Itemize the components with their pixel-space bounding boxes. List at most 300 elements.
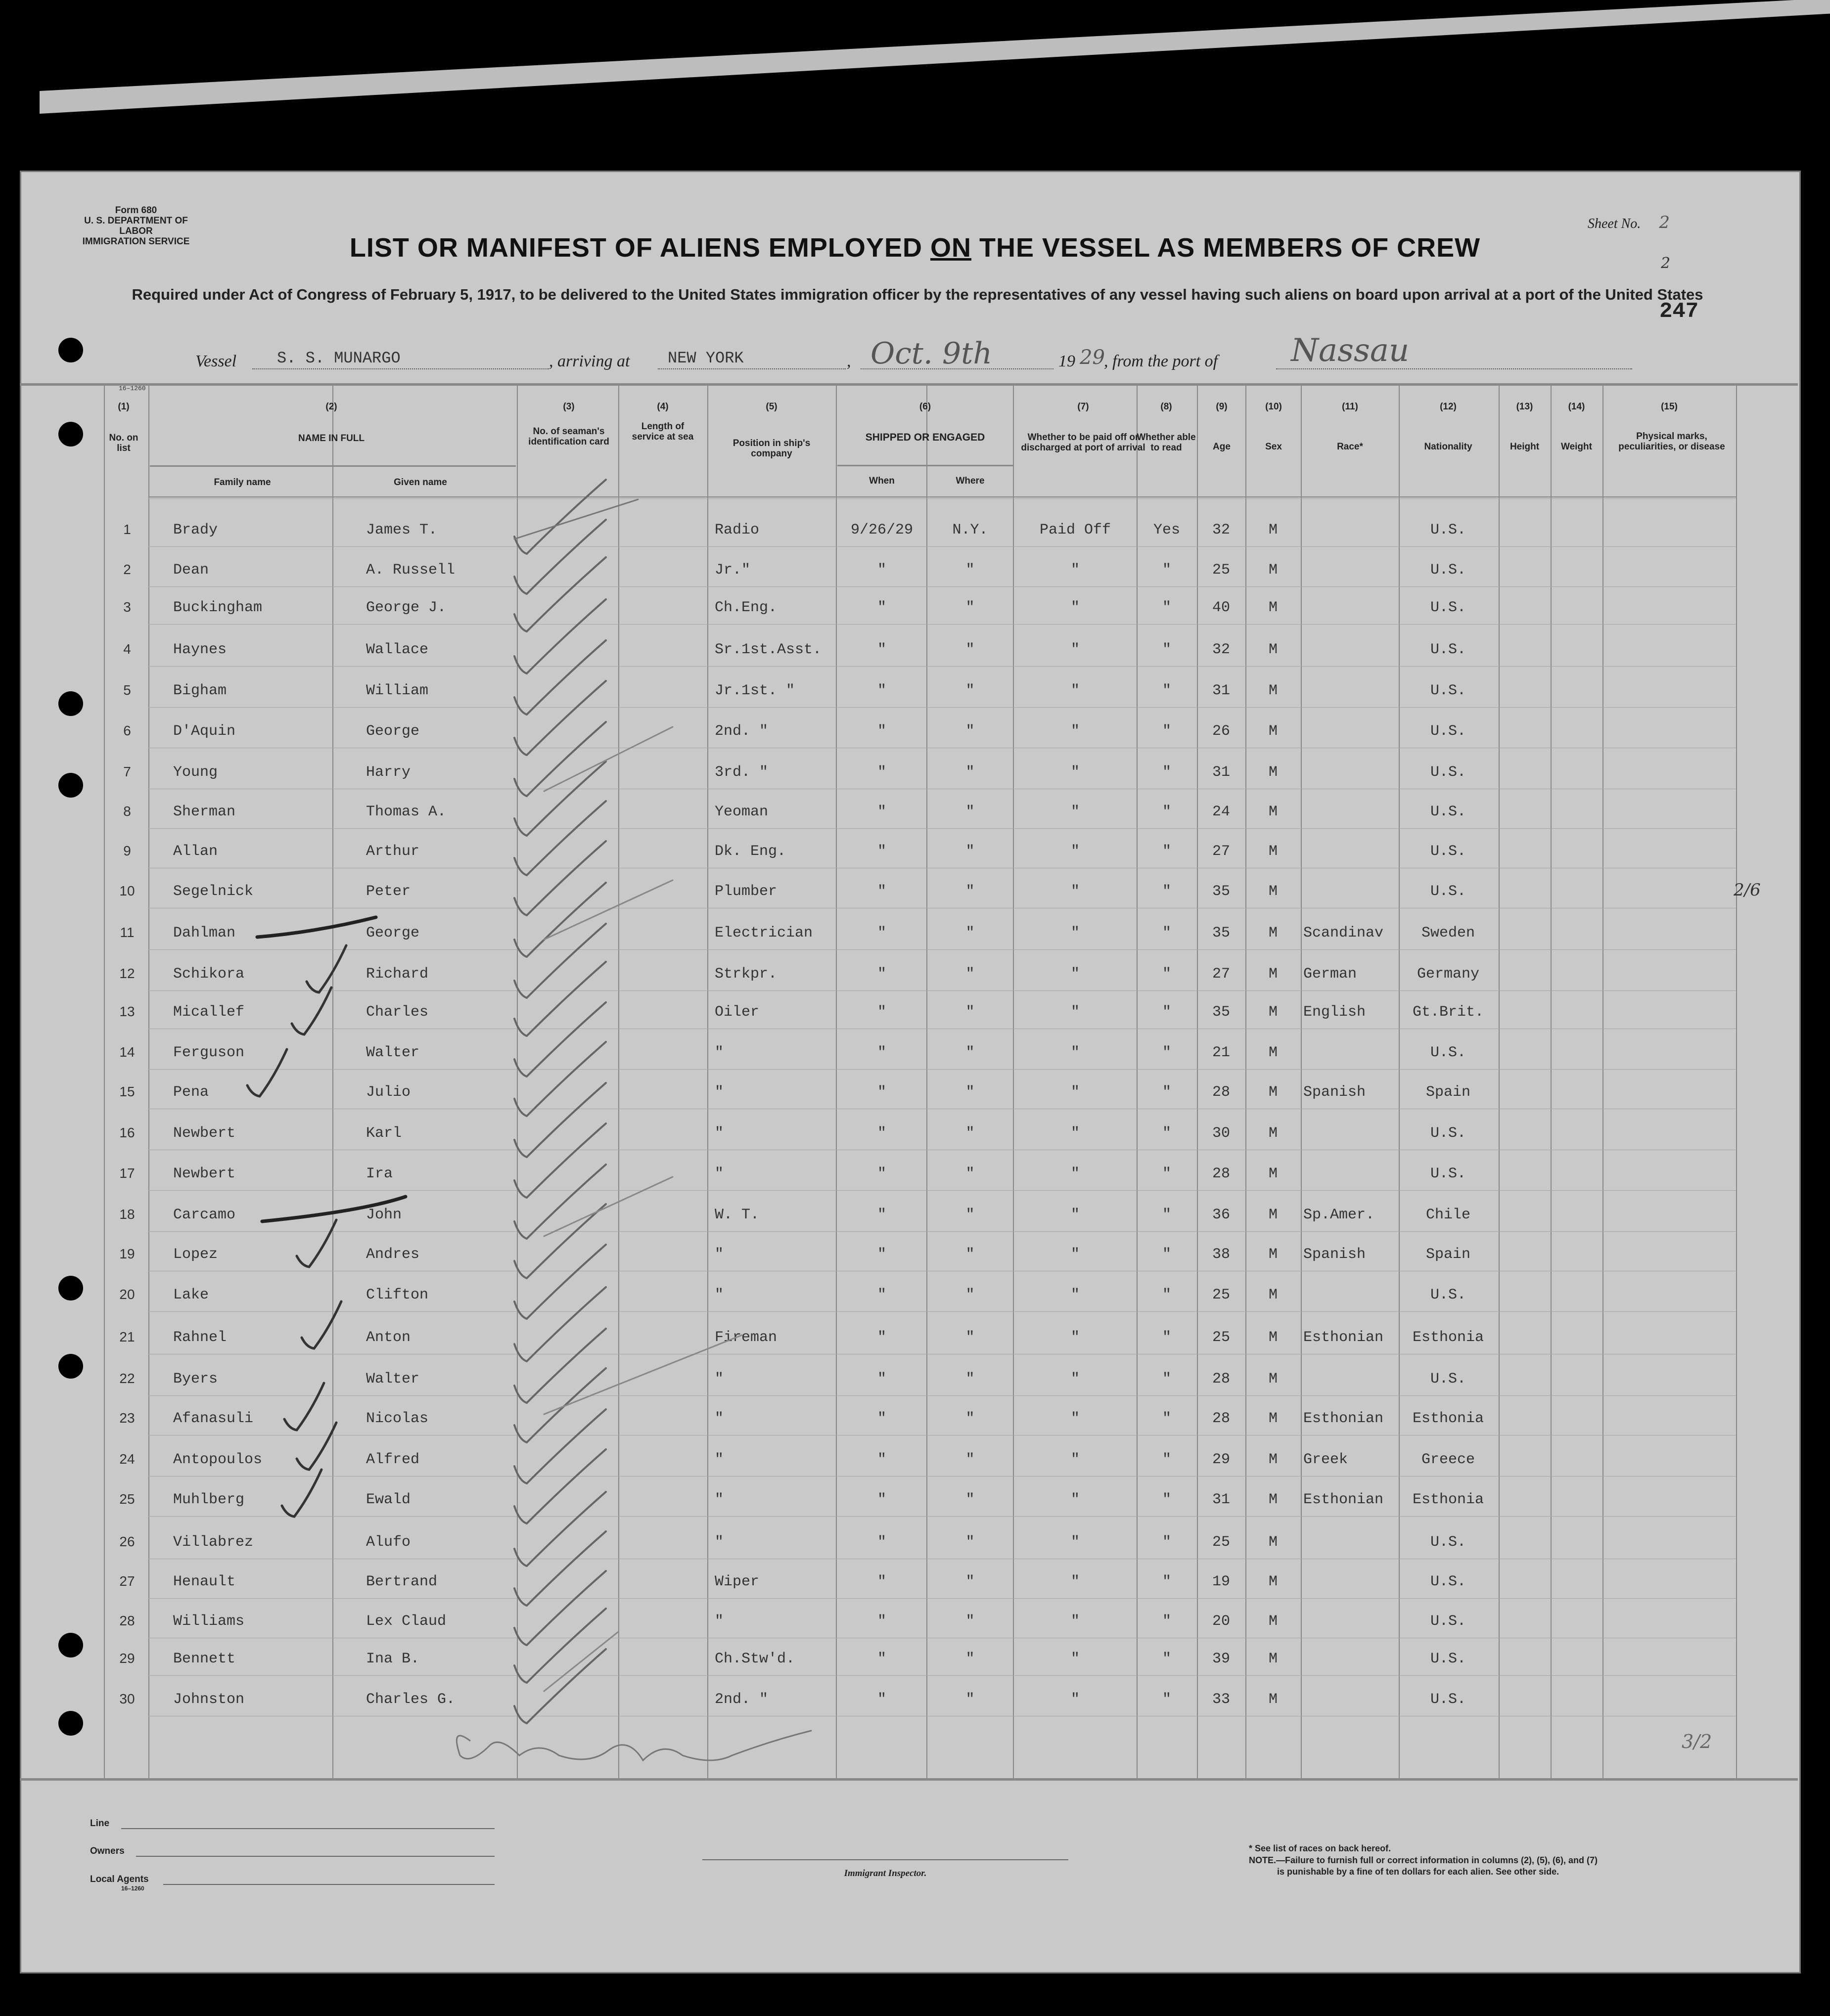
footer-form-code: 16–1260 xyxy=(121,1885,144,1892)
cell-nat: U.S. xyxy=(1430,1371,1466,1388)
col-num-5: (5) xyxy=(766,402,778,412)
pencil-stroke xyxy=(544,1335,742,1414)
cell-given: George xyxy=(366,925,420,941)
cell-where: " xyxy=(965,1573,975,1590)
cell-read: " xyxy=(1162,1613,1171,1630)
cell-family: Henault xyxy=(173,1573,236,1590)
cell-where: " xyxy=(965,1084,975,1101)
comma: , xyxy=(847,352,851,370)
cell-position: W. T. xyxy=(715,1207,760,1223)
cell-where: " xyxy=(965,1451,975,1468)
cell-nat: U.S. xyxy=(1430,562,1466,579)
cell-when: " xyxy=(877,804,886,820)
cell-age: 40 xyxy=(1212,599,1230,616)
pencil-stroke xyxy=(514,1449,606,1523)
pencil-stroke xyxy=(514,1368,606,1442)
cell-given: Karl xyxy=(366,1125,402,1142)
cell-no: 4 xyxy=(123,641,131,657)
cell-nat: U.S. xyxy=(1430,641,1466,658)
cell-where: " xyxy=(965,1691,975,1708)
cell-paid: " xyxy=(1070,925,1080,941)
cell-nat: U.S. xyxy=(1430,723,1466,740)
pencil-stroke xyxy=(302,1301,341,1348)
pencil-stroke xyxy=(514,640,606,715)
cell-age: 26 xyxy=(1212,723,1230,740)
cell-family: Haynes xyxy=(173,641,227,658)
cell-when: " xyxy=(877,1691,886,1708)
footer-note-races: * See list of races on back hereof. xyxy=(1249,1843,1391,1853)
col-num-15: (15) xyxy=(1661,402,1678,412)
cell-position: Sr.1st.Asst. xyxy=(715,641,822,658)
cell-paid: " xyxy=(1070,1691,1080,1708)
cell-family: Bigham xyxy=(173,682,227,699)
cell-when: " xyxy=(877,682,886,699)
cell-given: Anton xyxy=(366,1329,411,1346)
pencil-stroke xyxy=(257,917,376,937)
cell-where: " xyxy=(965,682,975,699)
cell-age: 20 xyxy=(1212,1613,1230,1630)
cell-age: 28 xyxy=(1212,1165,1230,1182)
col-header-given: Given name xyxy=(394,477,447,488)
pencil-stroke xyxy=(514,1492,606,1566)
cell-read: " xyxy=(1162,1084,1171,1101)
cell-sex: M xyxy=(1268,1044,1278,1061)
cell-given: Julio xyxy=(366,1084,411,1101)
cell-read: " xyxy=(1162,1246,1171,1263)
cell-given: George xyxy=(366,723,420,740)
cell-paid: " xyxy=(1070,1287,1080,1303)
arrival-port: NEW YORK xyxy=(668,349,744,367)
cell-given: Thomas A. xyxy=(366,804,447,820)
cell-family: Segelnick xyxy=(173,883,254,900)
cell-family: Villabrez xyxy=(173,1534,254,1551)
margin-mark: 2/6 xyxy=(1734,880,1761,900)
header-code: 16–1260 xyxy=(119,385,146,392)
col-num-1: (1) xyxy=(118,402,130,412)
col-header-where: Where xyxy=(956,476,985,486)
cell-given: Arthur xyxy=(366,843,420,860)
cell-family: Buckingham xyxy=(173,599,263,616)
col-header-name: NAME IN FULL xyxy=(298,433,365,444)
cell-nat: Esthonia xyxy=(1412,1410,1484,1427)
col-header-age: Age xyxy=(1213,442,1231,452)
cell-when: " xyxy=(877,1084,886,1101)
cell-age: 35 xyxy=(1212,1004,1230,1021)
cell-where: " xyxy=(965,1165,975,1182)
cell-position: " xyxy=(715,1613,724,1630)
col-header-physical: Physical marks, peculiarities, or disease xyxy=(1618,431,1725,452)
cell-given: Ina B. xyxy=(366,1651,420,1667)
cell-no: 22 xyxy=(119,1371,135,1386)
cell-given: Alfred xyxy=(366,1451,420,1468)
cell-paid: " xyxy=(1070,843,1080,860)
cell-no: 10 xyxy=(119,883,135,898)
cell-read: " xyxy=(1162,1691,1171,1708)
cell-paid: " xyxy=(1070,1125,1080,1142)
pencil-stroke xyxy=(307,945,346,992)
cell-where: " xyxy=(965,1125,975,1142)
cell-position: " xyxy=(715,1491,724,1508)
cell-nat: U.S. xyxy=(1430,1691,1466,1708)
cell-nat: U.S. xyxy=(1430,843,1466,860)
cell-no: 12 xyxy=(119,966,135,981)
cell-nat: Sweden xyxy=(1421,925,1475,941)
cell-race: Sp.Amer. xyxy=(1303,1207,1375,1223)
cell-read: " xyxy=(1162,1371,1171,1388)
col-num-9: (9) xyxy=(1216,402,1228,412)
cell-age: 36 xyxy=(1212,1207,1230,1223)
cell-position: Strkpr. xyxy=(715,966,778,983)
col-header-read: Whether able to read xyxy=(1137,432,1196,453)
stamp-number: 247 xyxy=(1659,299,1699,324)
title-part: LIST OR MANIFEST OF ALIENS EMPLOYED xyxy=(349,233,930,263)
cell-age: 33 xyxy=(1212,1691,1230,1708)
cell-family: Ferguson xyxy=(173,1044,245,1061)
cell-paid: " xyxy=(1070,1207,1080,1223)
cell-sex: M xyxy=(1268,1651,1278,1667)
cell-position: Dk. Eng. xyxy=(715,843,786,860)
cell-sex: M xyxy=(1268,1410,1278,1427)
cell-read: " xyxy=(1162,966,1171,983)
cell-nat: Spain xyxy=(1425,1084,1470,1101)
pencil-stroke xyxy=(514,801,606,875)
cell-no: 26 xyxy=(119,1534,135,1549)
cell-no: 11 xyxy=(120,925,135,940)
cell-paid: " xyxy=(1070,1491,1080,1508)
col-header-race: Race* xyxy=(1337,442,1363,452)
pencil-stroke xyxy=(514,520,606,594)
cell-family: Byers xyxy=(173,1371,218,1388)
cell-position: " xyxy=(715,1410,724,1427)
cell-race: German xyxy=(1303,966,1357,983)
cell-no: 14 xyxy=(119,1044,135,1060)
cell-no: 29 xyxy=(119,1651,135,1666)
cell-no: 23 xyxy=(119,1410,135,1426)
cell-family: Afanasuli xyxy=(173,1410,254,1427)
pencil-stroke xyxy=(514,1287,606,1361)
cell-nat: U.S. xyxy=(1430,764,1466,781)
cell-age: 25 xyxy=(1212,1287,1230,1303)
pencil-stroke xyxy=(297,1423,336,1470)
cell-read: " xyxy=(1162,1410,1171,1427)
cell-race: Spanish xyxy=(1303,1084,1366,1101)
pencil-stroke xyxy=(514,480,606,554)
pencil-stroke xyxy=(514,681,606,755)
cell-when: " xyxy=(877,1044,886,1061)
cell-family: Young xyxy=(173,764,218,781)
cell-position: " xyxy=(715,1371,724,1388)
pencil-stroke xyxy=(457,1731,811,1760)
cell-given: Peter xyxy=(366,883,411,900)
cell-age: 29 xyxy=(1212,1451,1230,1468)
from-label: , from the port of xyxy=(1104,352,1218,370)
cell-nat: U.S. xyxy=(1430,1044,1466,1061)
cell-read: " xyxy=(1162,599,1171,616)
col-header-nationality: Nationality xyxy=(1424,442,1472,452)
cell-position: 2nd. " xyxy=(715,723,769,740)
cell-given: George J. xyxy=(366,599,447,616)
cell-nat: U.S. xyxy=(1430,522,1466,538)
title-part: THE VESSEL AS MEMBERS OF CREW xyxy=(971,233,1481,263)
cell-paid: " xyxy=(1070,1651,1080,1667)
cell-when: " xyxy=(877,1329,886,1346)
cell-age: 28 xyxy=(1212,1371,1230,1388)
cell-age: 25 xyxy=(1212,562,1230,579)
cell-nat: Spain xyxy=(1425,1246,1470,1263)
cell-age: 27 xyxy=(1212,843,1230,860)
cell-race: Greek xyxy=(1303,1451,1348,1468)
cell-paid: " xyxy=(1070,1573,1080,1590)
cell-where: " xyxy=(965,804,975,820)
cell-family: D'Aquin xyxy=(173,723,236,740)
cell-family: Micallef xyxy=(173,1004,245,1021)
cell-sex: M xyxy=(1268,1451,1278,1468)
cell-read: " xyxy=(1162,1451,1171,1468)
margin-mark-bottom: 3/2 xyxy=(1682,1731,1712,1752)
cell-nat: Germany xyxy=(1417,966,1480,983)
cell-race: Spanish xyxy=(1303,1246,1366,1263)
cell-sex: M xyxy=(1268,1491,1278,1508)
cell-no: 5 xyxy=(123,682,131,698)
cell-where: " xyxy=(965,1287,975,1303)
cell-nat: U.S. xyxy=(1430,883,1466,900)
cell-where: " xyxy=(965,562,975,579)
col-header-length: Length of service at sea xyxy=(632,421,694,442)
cell-position: Electrician xyxy=(715,925,813,941)
cell-family: Johnston xyxy=(173,1691,245,1708)
cell-family: Pena xyxy=(173,1084,209,1101)
pencil-stroke xyxy=(514,1002,606,1076)
col-header-weight: Weight xyxy=(1561,442,1592,452)
cell-age: 30 xyxy=(1212,1125,1230,1142)
cell-position: " xyxy=(715,1451,724,1468)
cell-where: " xyxy=(965,1491,975,1508)
cell-no: 15 xyxy=(119,1084,135,1099)
cell-no: 25 xyxy=(119,1491,135,1507)
cell-where: " xyxy=(965,1613,975,1630)
footer-note-penalty: NOTE.—Failure to furnish full or correct information in columns (2), (5), (6), and (7) xyxy=(1249,1855,1598,1865)
cell-paid: " xyxy=(1070,1165,1080,1182)
cell-paid: " xyxy=(1070,1410,1080,1427)
sheet-label: Sheet No. xyxy=(1588,216,1641,231)
cell-paid: " xyxy=(1070,562,1080,579)
cell-family: Lopez xyxy=(173,1246,218,1263)
cell-given: Charles G. xyxy=(366,1691,456,1708)
cell-when: " xyxy=(877,1410,886,1427)
cell-age: 31 xyxy=(1212,1491,1230,1508)
cell-paid: " xyxy=(1070,1371,1080,1388)
cell-sex: M xyxy=(1268,1534,1278,1551)
cell-no: 24 xyxy=(119,1451,135,1467)
arrival-year: 29 xyxy=(1080,346,1105,369)
pencil-stroke xyxy=(262,1197,406,1221)
cell-nat: Greece xyxy=(1421,1451,1475,1468)
cell-paid: " xyxy=(1070,883,1080,900)
cell-position: Wiper xyxy=(715,1573,760,1590)
cell-where: " xyxy=(965,883,975,900)
cell-nat: U.S. xyxy=(1430,1573,1466,1590)
cell-given: Charles xyxy=(366,1004,429,1021)
cell-read: " xyxy=(1162,883,1171,900)
cell-race: Scandinav xyxy=(1303,925,1384,941)
pencil-stroke xyxy=(514,1083,606,1157)
cell-age: 28 xyxy=(1212,1084,1230,1101)
footer-owners-label: Owners xyxy=(90,1846,125,1856)
cell-read: " xyxy=(1162,723,1171,740)
cell-no: 17 xyxy=(119,1165,135,1181)
cell-when: " xyxy=(877,1004,886,1021)
sheet-value-second: 2 xyxy=(1661,255,1671,272)
footer-line-label: Line xyxy=(90,1818,110,1829)
cell-when: " xyxy=(877,966,886,983)
cell-sex: M xyxy=(1268,1125,1278,1142)
cell-when: " xyxy=(877,723,886,740)
cell-age: 27 xyxy=(1212,966,1230,983)
cell-where: " xyxy=(965,641,975,658)
col-num-13: (13) xyxy=(1516,402,1533,412)
cell-when: " xyxy=(877,1207,886,1223)
pencil-stroke xyxy=(514,1042,606,1116)
cell-given: Harry xyxy=(366,764,411,781)
form-number: Form 680 xyxy=(115,205,157,216)
cell-where: " xyxy=(965,1371,975,1388)
cell-nat: U.S. xyxy=(1430,1287,1466,1303)
cell-family: Lake xyxy=(173,1287,209,1303)
cell-position: Ch.Eng. xyxy=(715,599,778,616)
cell-read: " xyxy=(1162,562,1171,579)
cell-family: Williams xyxy=(173,1613,245,1630)
cell-age: 39 xyxy=(1212,1651,1230,1667)
cell-when: " xyxy=(877,1287,886,1303)
cell-given: Ewald xyxy=(366,1491,411,1508)
col-header-height: Height xyxy=(1510,442,1540,452)
cell-age: 21 xyxy=(1212,1044,1230,1061)
cell-paid: Paid Off xyxy=(1039,522,1111,538)
cell-when: " xyxy=(877,1613,886,1630)
cell-given: James T. xyxy=(366,522,438,538)
cell-read: " xyxy=(1162,843,1171,860)
cell-position: Plumber xyxy=(715,883,778,900)
cell-nat: U.S. xyxy=(1430,1651,1466,1667)
cell-where: " xyxy=(965,599,975,616)
cell-no: 27 xyxy=(119,1573,135,1589)
cell-where: " xyxy=(965,1044,975,1061)
col-header-sex: Sex xyxy=(1265,442,1282,452)
cell-family: Newbert xyxy=(173,1165,236,1182)
cell-where: " xyxy=(965,1207,975,1223)
col-num-3: (3) xyxy=(563,402,575,412)
cell-family: Bennett xyxy=(173,1651,236,1667)
cell-sex: M xyxy=(1268,883,1278,900)
cell-sex: M xyxy=(1268,1613,1278,1630)
pencil-stroke xyxy=(514,1409,606,1483)
cell-age: 38 xyxy=(1212,1246,1230,1263)
cell-given: Wallace xyxy=(366,641,429,658)
cell-sex: M xyxy=(1268,1165,1278,1182)
cell-when: " xyxy=(877,1246,886,1263)
subtitle: Required under Act of Congress of February 5, 1917, to be delivered to the United States immigration officer by the representatives of any vessel having such aliens on board upon arrival at a port of the United States xyxy=(132,286,1703,303)
cell-position: 3rd. " xyxy=(715,764,769,781)
cell-nat: U.S. xyxy=(1430,804,1466,820)
col-header-family: Family name xyxy=(214,477,271,488)
cell-sex: M xyxy=(1268,1329,1278,1346)
pencil-stroke xyxy=(514,1165,606,1239)
cell-where: " xyxy=(965,1651,975,1667)
cell-family: Brady xyxy=(173,522,218,538)
col-num-7: (7) xyxy=(1077,402,1089,412)
cell-when: " xyxy=(877,843,886,860)
col-num-14: (14) xyxy=(1568,402,1585,412)
pencil-stroke xyxy=(514,1123,606,1198)
pencil-stroke xyxy=(514,924,606,998)
cell-position: Yeoman xyxy=(715,804,769,820)
cell-age: 31 xyxy=(1212,764,1230,781)
cell-no: 7 xyxy=(123,764,131,779)
cell-when: " xyxy=(877,1125,886,1142)
cell-no: 1 xyxy=(123,522,131,537)
col-header-no: No. on list xyxy=(109,433,138,453)
cell-position: Oiler xyxy=(715,1004,760,1021)
cell-where: " xyxy=(965,764,975,781)
pencil-stroke xyxy=(514,1571,606,1645)
cell-read: " xyxy=(1162,925,1171,941)
cell-paid: " xyxy=(1070,1329,1080,1346)
title-part-underlined: ON xyxy=(930,233,971,263)
cell-read: " xyxy=(1162,804,1171,820)
cell-sex: M xyxy=(1268,1084,1278,1101)
cell-family: Sherman xyxy=(173,804,236,820)
cell-given: Richard xyxy=(366,966,429,983)
cell-no: 21 xyxy=(119,1329,135,1344)
cell-sex: M xyxy=(1268,925,1278,941)
cell-given: Bertrand xyxy=(366,1573,438,1590)
pencil-stroke xyxy=(514,1245,606,1319)
cell-nat: U.S. xyxy=(1430,1613,1466,1630)
cell-age: 32 xyxy=(1212,641,1230,658)
cell-paid: " xyxy=(1070,804,1080,820)
cell-family: Newbert xyxy=(173,1125,236,1142)
cell-no: 19 xyxy=(119,1246,135,1261)
cell-nat: Gt.Brit. xyxy=(1412,1004,1484,1021)
pencil-stroke xyxy=(514,1531,606,1606)
cell-where: " xyxy=(965,1246,975,1263)
pencil-stroke xyxy=(544,880,673,940)
col-num-10: (10) xyxy=(1265,402,1282,412)
cell-family: Muhlberg xyxy=(173,1491,245,1508)
cell-paid: " xyxy=(1070,682,1080,699)
cell-when: " xyxy=(877,925,886,941)
cell-given: Ira xyxy=(366,1165,393,1182)
cell-when: " xyxy=(877,1534,886,1551)
cell-race: Esthonian xyxy=(1303,1329,1384,1346)
pencil-stroke xyxy=(544,1177,673,1236)
cell-age: 28 xyxy=(1212,1410,1230,1427)
pencil-stroke xyxy=(514,722,606,796)
pencil-stroke xyxy=(292,987,331,1034)
cell-where: N.Y. xyxy=(952,522,988,538)
cell-paid: " xyxy=(1070,1451,1080,1468)
cell-no: 16 xyxy=(119,1125,135,1140)
pencil-stroke xyxy=(284,1383,324,1430)
cell-sex: M xyxy=(1268,804,1278,820)
cell-when: " xyxy=(877,1491,886,1508)
cell-race: Esthonian xyxy=(1303,1410,1384,1427)
cell-given: William xyxy=(366,682,429,699)
cell-nat: U.S. xyxy=(1430,1165,1466,1182)
cell-sex: M xyxy=(1268,641,1278,658)
cell-sex: M xyxy=(1268,562,1278,579)
cell-sex: M xyxy=(1268,682,1278,699)
